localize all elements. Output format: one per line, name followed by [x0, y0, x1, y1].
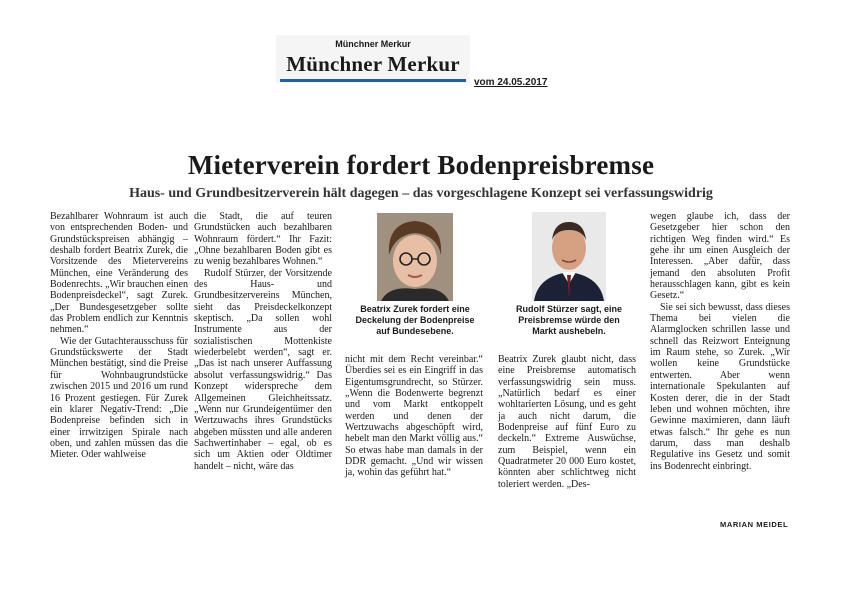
article-headline: Mieterverein fordert Bodenpreisbremse	[187, 150, 655, 180]
article-column-3	[345, 354, 483, 479]
paragraph: Rudolf Stürzer, der Vorsitzende des Haus- und Grundbesitzervereins München, sieht das Preisdeckelkonzept skeptisch. „Da sollen wohl Instrumente aus der sozialistischen Mottenkiste wiederbelebt werden“, sagt er. „Das ist nach unserer Auffassung absolut verfassungswidrig.“ Das Konzept widerspreche dem Allgemeinen Gleichheitssatz. „Wenn nur Grundeigentümer den Wertzuwachs ihres Grundstücks abgeben müssten und alle anderen Sachwertinhaber – egal, ob es sich um Aktien oder Oldtimer handelt – nicht, wäre das	[194, 267, 332, 472]
masthead-blue-rule	[280, 79, 466, 82]
article-subheadline: Haus- und Grundbesitzerverein hält dagegen – das vorgeschlagene Konzept sei verfassungswidrig	[129, 186, 713, 201]
photo-caption-zurek: Beatrix Zurek fordert eine Deckelung der Bodenpreise auf Bundesebene.	[355, 304, 475, 336]
masthead-small-title: Münchner Merkur	[335, 39, 411, 49]
paragraph: Bezahlbarer Wohnraum ist auch von entsprechenden Boden- und Grundstückspreisen abhängig – deshalb fordert Beatrix Zurek, die Vorsitzende des Mietervereins München, eine Veränderung des Bodenrechts. „Wir brauchen einen Bodenpreisdeckel“, sagt Zurek. „Der Bundesgesetzgeber sollte das Problem endlich zur Kenntnis nehmen.“	[50, 211, 188, 336]
paragraph: Wie der Gutachterausschuss für Grundstückswerte der Stadt München bestätigt, sind die Preise für Wohnbaugrundstücke zwischen 2015 und 2016 um rund 16 Prozent gestiegen. Für Zurek ein klarer Negativ-Trend: „Die Bodenpreise befinden sich in einer irrwitzigen Spirale nach oben, und zahlen müssen das die Mieter. Oder wahlweise	[50, 335, 188, 461]
paragraph: die Stadt, die auf teuren Grundstücken auch bezahlbaren Wohnraum fördert.“ Ihr Fazit: „Ohne bezahlbaren Boden gibt es zu wenig bezahlbares Wohnen.“	[194, 211, 332, 268]
author-byline: MARIAN MEIDEL	[720, 520, 789, 529]
photo-rudolf-stuerzer	[532, 212, 606, 301]
article-column-4	[498, 354, 636, 490]
paragraph: Beatrix Zurek glaubt nicht, dass eine Preisbremse automatisch verfassungswidrig sein muss. „Natürlich bedarf es einer wohltarierten Lösung, und es geht ja auch nicht darum, die Bodenpreise auf fünf Euro zu deckeln.“ Extreme Auswüchse, zum Beispiel, wenn ein Quadratmeter 20 000 Euro kostet, könnten aber schlichtweg nicht toleriert werden. „Des-	[498, 354, 636, 490]
masthead-logo	[276, 35, 470, 83]
portrait-man-icon	[532, 212, 606, 301]
portrait-woman-icon	[377, 213, 453, 301]
paragraph: wegen glaube ich, dass der Gesetzgeber hier schon den richtigen Weg finden wird.“ Es gehe ihr um einen Ausgleich der Interessen. „Aber dafür, dass jemand den absoluten Profit herausschlagen kann, gibt es kein Gesetz.“	[650, 211, 790, 302]
paragraph: nicht mit dem Recht vereinbar.“ Überdies sei es ein Eingriff in das Eigentumsgrundrecht, so Stürzer. „Wenn die Bodenwerte begrenzt und vom Markt entkoppelt werden und denen der Wertzuwachs abgeschöpft wird, hebelt man den Markt völlig aus.“ So etwas habe man damals in der DDR gemacht. „Und wir wissen ja, wohin das geführt hat.“	[345, 354, 483, 479]
article-column-1	[50, 211, 188, 461]
article-column-5	[650, 211, 790, 472]
article-column-2	[194, 211, 332, 472]
publication-date: vom 24.05.2017	[474, 77, 548, 88]
photo-beatrix-zurek	[377, 213, 453, 301]
photo-caption-stuerzer: Rudolf Stürzer sagt, eine Preisbremse würde den Markt aushebeln.	[515, 304, 622, 336]
paragraph: Sie sei sich bewusst, dass dieses Thema bei vielen die Alarmglocken schrillen lasse und schnell das Reizwort Enteignung im Raum stehe, so Zurek. „Wir wollen keine Grundstücke entwerten. Aber wenn internationale Spekulanten auf Kosten derer, die in der Stadt leben und wohnen möchten, ihre Gewinne maximieren, dann läuft etwas falsch.“ Ihr gehe es nun darum, dass man deshalb Regulative ins Gesetz und somit ins Bodenrecht einbringt.	[650, 301, 790, 472]
masthead-title: Münchner Merkur	[286, 52, 460, 76]
